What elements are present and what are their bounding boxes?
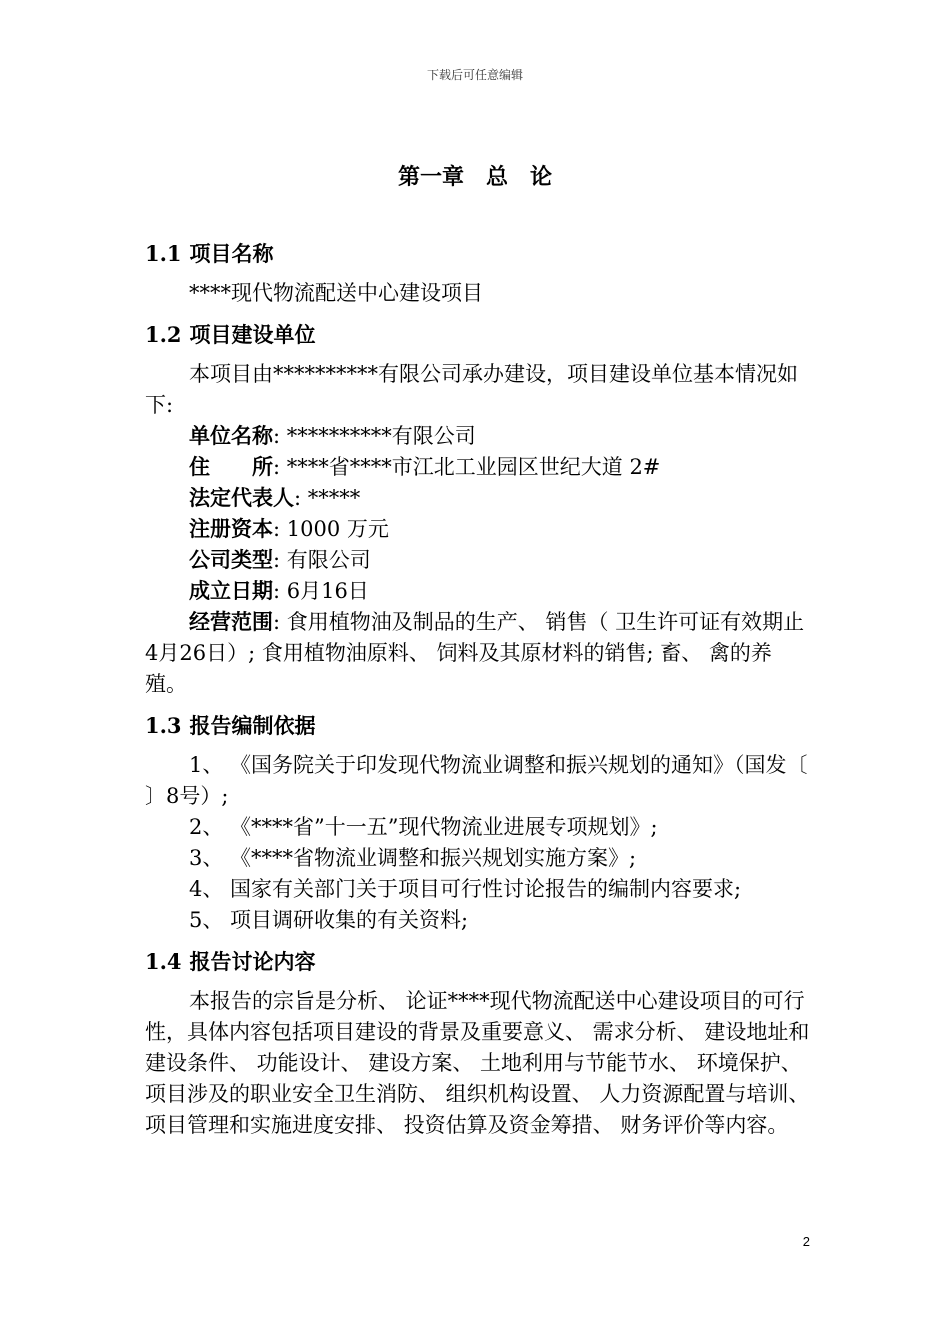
field-value: ***** xyxy=(307,486,361,510)
basis-item: 2、 《****省”十一五”现代物流业进展专项规划》; xyxy=(189,815,658,839)
chapter-title: 第一章 总 论 xyxy=(397,165,552,190)
field-value: 有限公司 xyxy=(286,548,371,572)
basis-item: 4、 国家有关部门关于项目可行性讨论报告的编制内容要求; xyxy=(189,877,742,901)
field-unit-name xyxy=(145,421,810,452)
basis-item: 1、 《国务院关于印发现代物流业调整和振兴规划的通知》（国发〔 〕8号）; xyxy=(145,753,808,808)
field-sep: : xyxy=(273,424,281,448)
section-heading-1-4 xyxy=(145,946,810,978)
section-heading-1-1 xyxy=(145,238,810,270)
section-title: 报告编制依据 xyxy=(189,714,316,738)
field-sep: : xyxy=(273,517,281,541)
field-sep: : xyxy=(273,610,281,634)
page-number: 2 xyxy=(802,1234,810,1249)
research-content-text: 本报告的宗旨是分析、 论证****现代物流配送中心建设项目的可行性，具体内容包括项目建设的背景及重要意义、 需求分析、 建设地址和建设条件、 功能设计、 建设方案、 土地利用与节能节水、 环境保护、 项目涉及的职业安全卫生消防、 组织机构设置、 人力资源配置与培训、 项目管理和实施进度安排、 投资估算及资金筹措、 财务评价等内容。 xyxy=(145,989,810,1137)
field-label: 成立日期 xyxy=(189,579,273,603)
field-sep: : xyxy=(273,579,281,603)
section-number: 1.2 xyxy=(145,322,182,347)
field-label: 经营范围 xyxy=(189,610,273,634)
section-title: 项目名称 xyxy=(189,242,274,266)
field-value: 6月16日 xyxy=(286,579,369,603)
section-title: 项目建设单位 xyxy=(189,323,316,347)
field-label: 住 所 xyxy=(189,455,273,479)
unit-intro-text: 本项目由**********有限公司承办建设，项目建设单位基本情况如下: xyxy=(145,362,798,417)
field-sep: : xyxy=(273,455,281,479)
field-label: 法定代表人 xyxy=(189,486,294,510)
document-body xyxy=(145,238,810,1141)
section-heading-1-2 xyxy=(145,319,810,351)
project-name-text: ****现代物流配送中心建设项目 xyxy=(189,281,483,305)
section-number: 1.3 xyxy=(145,713,182,738)
section-title: 报告讨论内容 xyxy=(189,950,316,974)
field-value: **********有限公司 xyxy=(286,424,476,448)
field-value: 食用植物油及制品的生产、 销售（ 卫生许可证有效期止 4月26日）; 食用植物油原料、 饲料及其原材料的销售; 畜、 禽的养殖。 xyxy=(145,610,805,696)
field-legal-rep xyxy=(145,483,810,514)
basis-item: 5、 项目调研收集的有关资料; xyxy=(189,908,469,932)
field-value: 1000 万元 xyxy=(286,517,389,541)
field-sep: : xyxy=(273,548,281,572)
field-label: 单位名称 xyxy=(189,424,273,448)
field-business-scope xyxy=(145,607,810,700)
field-founded-date xyxy=(145,576,810,607)
field-label: 公司类型 xyxy=(189,548,273,572)
field-address xyxy=(145,452,810,483)
field-label: 注册资本 xyxy=(189,517,273,541)
field-company-type xyxy=(145,545,810,576)
basis-item: 3、 《****省物流业调整和振兴规划实施方案》; xyxy=(189,846,637,870)
section-heading-1-3 xyxy=(145,710,810,742)
header-note: 下载后可任意编辑 xyxy=(426,68,523,82)
field-capital xyxy=(145,514,810,545)
section-number: 1.4 xyxy=(145,949,182,974)
field-value: ****省****市江北工业园区世纪大道 2# xyxy=(286,455,661,479)
section-number: 1.1 xyxy=(145,241,182,266)
field-sep: : xyxy=(294,486,302,510)
